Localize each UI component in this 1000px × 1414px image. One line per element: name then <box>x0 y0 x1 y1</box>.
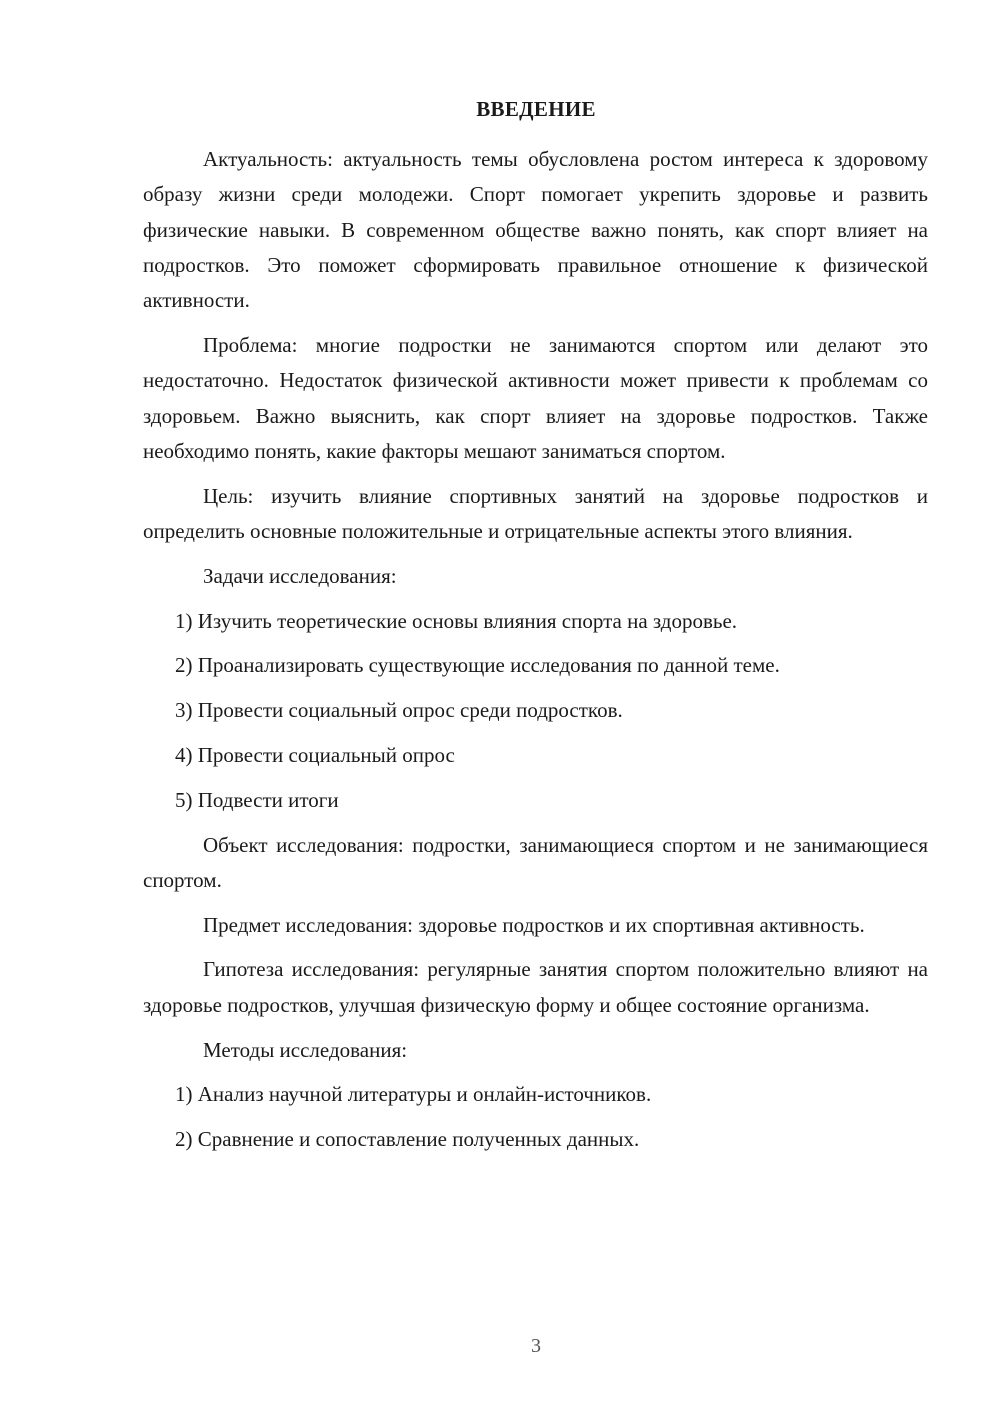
section-title: ВВЕДЕНИЕ <box>476 97 596 121</box>
task-item: 3) Провести социальный опрос среди подростков. <box>175 698 623 723</box>
body-text <box>143 142 928 1167</box>
task-item: 2) Проанализировать существующие исследования по данной теме. <box>175 653 780 678</box>
method-item: 1) Анализ научной литературы и онлайн-источников. <box>175 1082 652 1107</box>
problem-paragraph: Проблема: многие подростки не занимаются спортом или делают это недостаточно. Недостаток физической активности может привести к проблемам со здоровьем. Важно выяснить, как спорт влияет на здоровье подростков. Также необходимо понять, какие факторы мешают заниматься спортом. <box>143 332 928 463</box>
goal-paragraph: Цель: изучить влияние спортивных занятий на здоровье подростков и определить основные положительные и отрицательные аспекты этого влияния. <box>143 483 928 543</box>
methods-heading: Методы исследования: <box>203 1037 408 1062</box>
hypothesis-paragraph: Гипотеза исследования: регулярные занятия спортом положительно влияют на здоровье подростков, улучшая физическую форму и общее состояние организма. <box>143 957 928 1017</box>
method-item: 2) Сравнение и сопоставление полученных данных. <box>175 1127 640 1152</box>
tasks-heading: Задачи исследования: <box>203 563 397 588</box>
object-paragraph: Объект исследования: подростки, занимающиеся спортом и не занимающиеся спортом. <box>143 832 928 892</box>
task-item: 5) Подвести итоги <box>175 787 339 812</box>
task-item: 1) Изучить теоретические основы влияния спорта на здоровье. <box>175 608 738 633</box>
relevance-paragraph: Актуальность: актуальность темы обусловлена ростом интереса к здоровому образу жизни среди молодежи. Спорт помогает укрепить здоровье и развить физические навыки. В современном обществе важно понять, как спорт влияет на подростков. Это поможет сформировать правильное отношение к физической активности. <box>143 147 928 313</box>
subject-paragraph: Предмет исследования: здоровье подростков и их спортивная активность. <box>203 912 865 937</box>
page-number: 3 <box>531 1335 541 1357</box>
task-item: 4) Провести социальный опрос <box>175 742 455 767</box>
